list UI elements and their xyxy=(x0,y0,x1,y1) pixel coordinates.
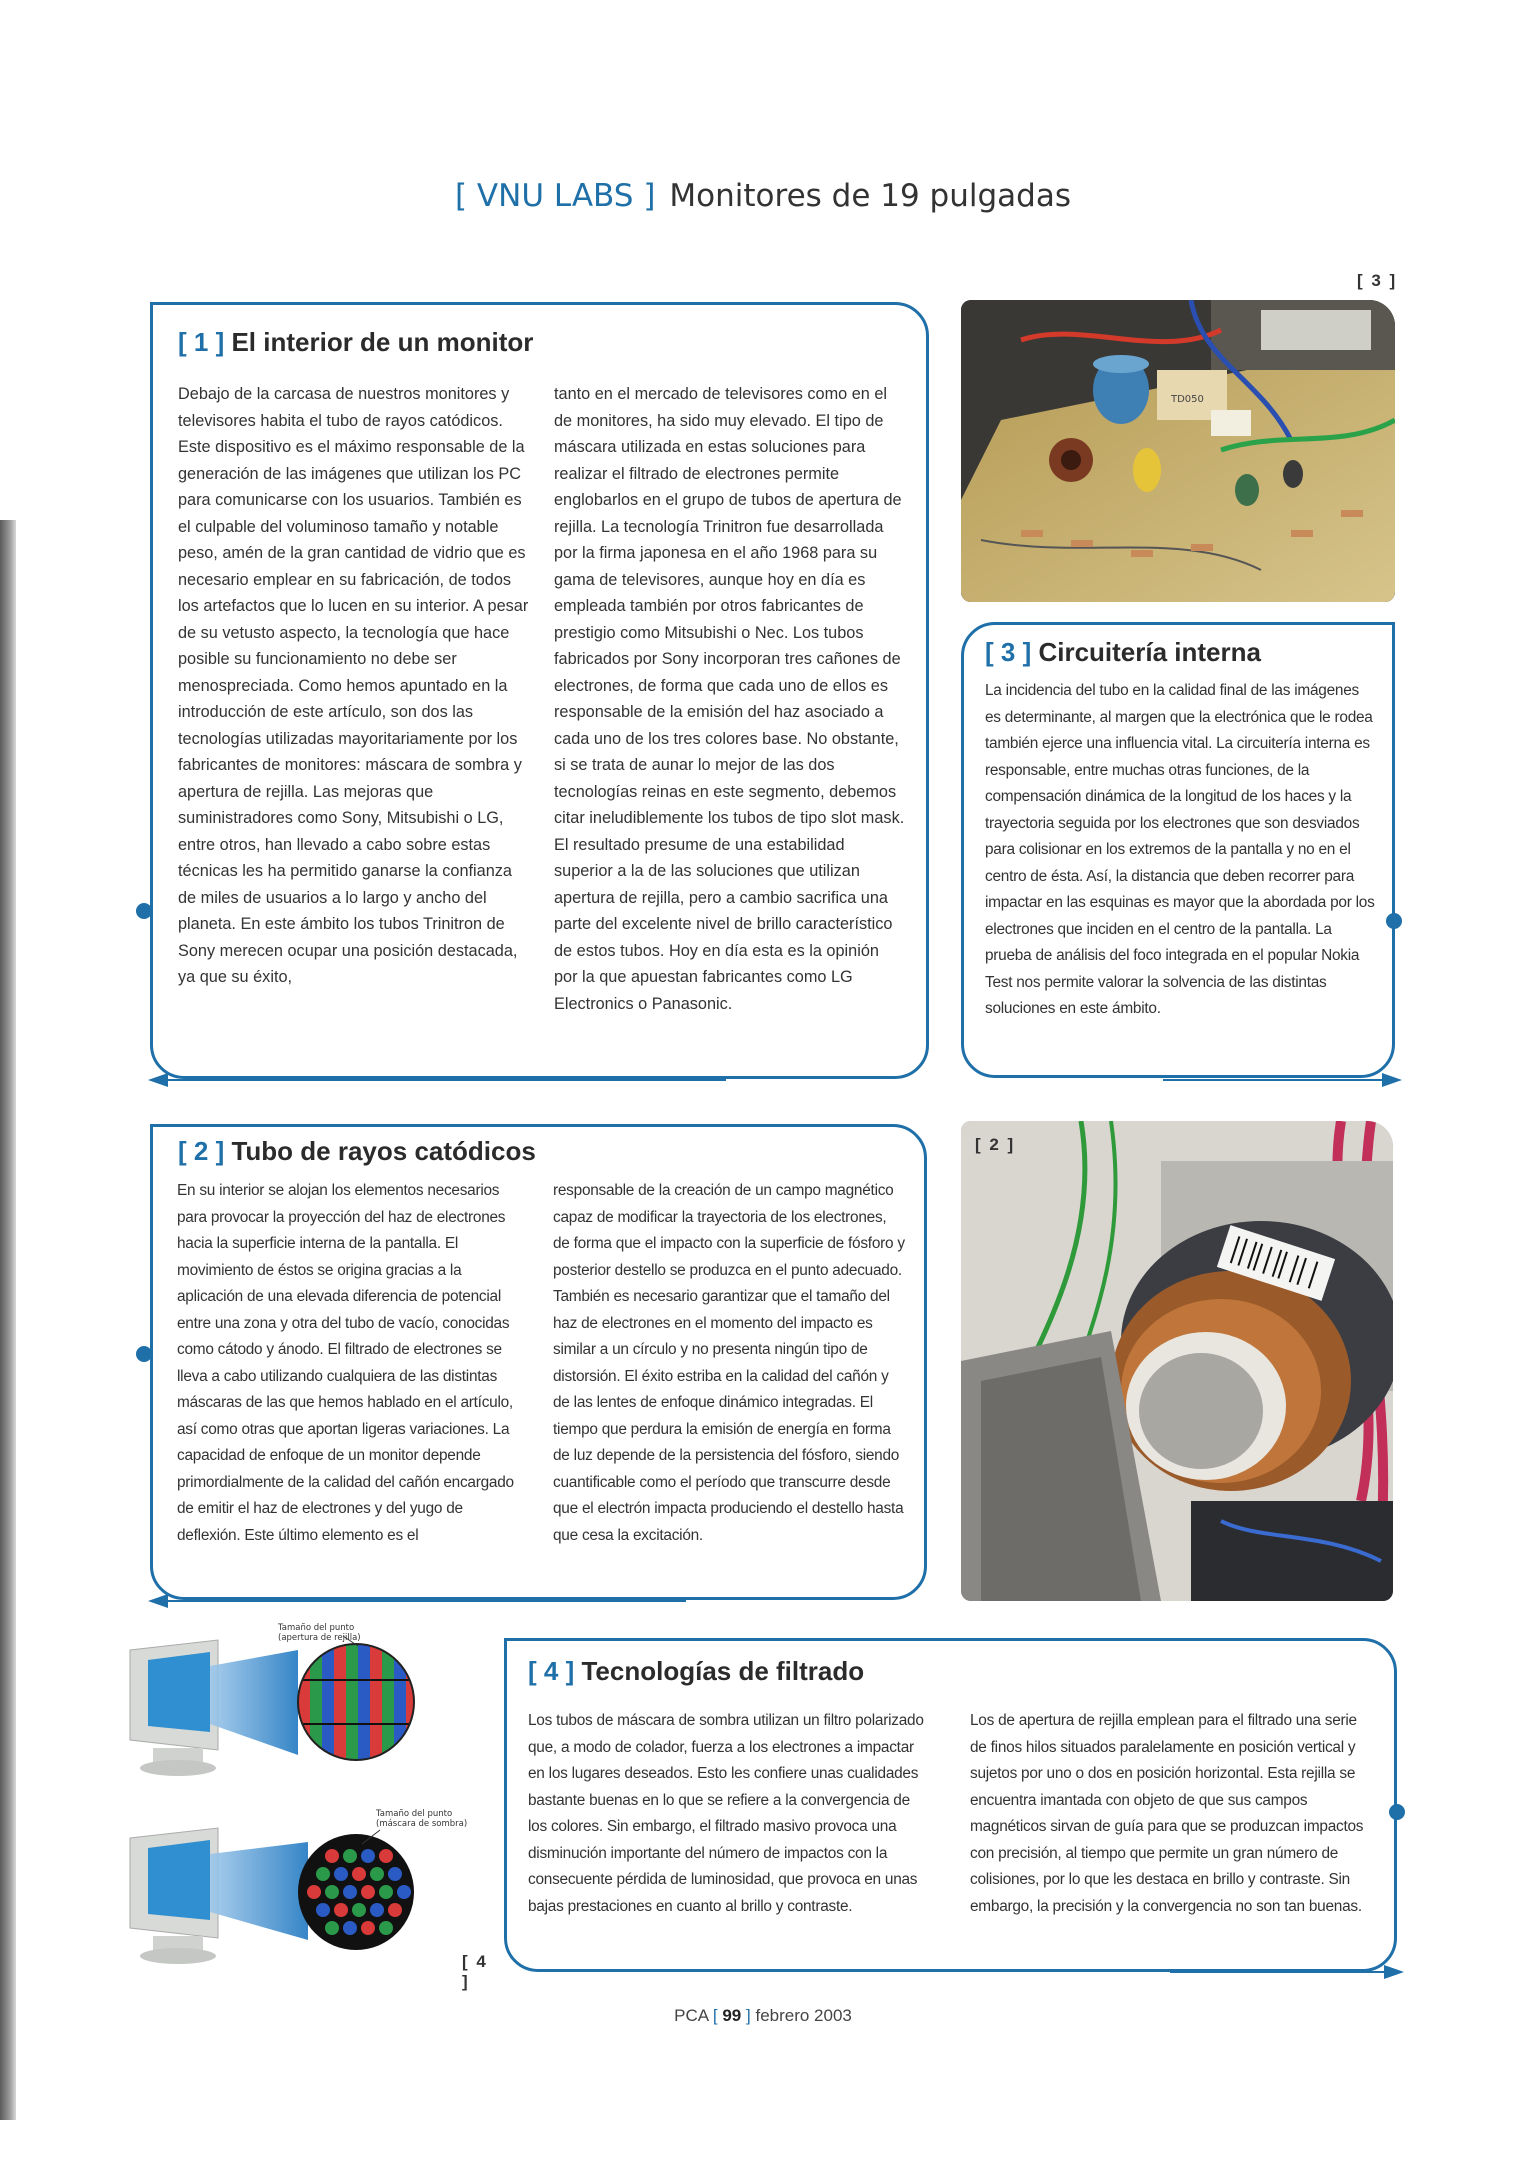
footer-bracket-close: ] xyxy=(746,2006,751,2025)
section4-text-2: Los de apertura de rejilla emplean para el filtrado una serie de finos hilos situados paralelamente en posición vertical y sujetos por uno o dos en posición horizontal. Esta rejilla se encuentra imantada con objeto de que sus campos magnéticos sirvan de guía para que se produzcan impactos con precisión, al tiempo que permite un gran número de colisiones, por lo que les destaca en brillo y contraste. Sin embargo, la precisión y la convergencia no son tan buenas. xyxy=(970,1712,1364,1915)
circuit-board-photo xyxy=(961,300,1395,602)
section2-number: [ 2 ] xyxy=(178,1136,225,1166)
aperture-grille-circle xyxy=(298,1644,418,1764)
section2-text-2: responsable de la creación de un campo magnético capaz de modificar la trayectoria de los electrones, de forma que el impacto con la superficie de fósforo y posterior destello se produzca en el punto adecuado. También es necesario garantizar que el tamaño del haz de electrones en el momento del impacto es similar a un círculo y no presenta ningún tipo de distorsión. El éxito estriba en la calidad del cañón y de las lentes de enfoque dinámico integradas. El tiempo que perdura la emisión de energía en forma de luz depende de la persistencia del fósforo, siendo cuantificable como el período que transcurre desde que el electrón impacta produciendo el destello hasta que cesa la excitación. xyxy=(553,1182,905,1544)
section-tag: [ VNU LABS ] xyxy=(454,178,656,214)
footer-magazine: PCA xyxy=(674,2006,709,2025)
section4-heading xyxy=(528,1656,864,1687)
section2-column-1 xyxy=(177,1178,529,1549)
section4-arrow-head xyxy=(1384,1965,1404,1979)
page-footer xyxy=(0,2006,1526,2026)
monitor-2-icon xyxy=(130,1828,218,1964)
section1-arrow-head xyxy=(148,1073,168,1087)
grille-caption-1: Tamaño del punto xyxy=(278,1623,355,1633)
section2-text-1: En su interior se alojan los elementos necesarios para provocar la proyección del haz de electrones hacia la superficie interna de la pantalla. El movimiento de éstos se origina gracias a la aplicación de una elevada diferencia de potencial entre una zona y otra del tubo de vacío, conocidas como cátodo y ánodo. El filtrado de electrones se lleva a cabo utilizando cualquiera de las distintas máscaras de las que hemos hablado en el artículo, así como otras que aportan ligeras variaciones. La capacidad de enfoque de un monitor depende primordialmente de la calidad del cañón encargado de emitir el haz de electrones y del yugo de deflexión. Este último elemento es el xyxy=(177,1182,514,1544)
section2-heading xyxy=(178,1136,536,1167)
section3-arrow-head xyxy=(1382,1073,1402,1087)
section2-arrow-head xyxy=(148,1594,168,1608)
footer-page-number: 99 xyxy=(722,2006,742,2025)
section3-arrow-line xyxy=(1163,1079,1386,1081)
section1-heading xyxy=(178,327,533,358)
section1-arrow-line xyxy=(166,1079,726,1081)
monitor-1-icon xyxy=(130,1640,218,1776)
section1-number: [ 1 ] xyxy=(178,327,225,357)
page-spine-shadow xyxy=(0,520,16,2120)
section4-title: Tecnologías de filtrado xyxy=(581,1656,865,1686)
filter-technologies-diagram xyxy=(118,1620,488,1990)
footer-date: febrero 2003 xyxy=(755,2006,852,2025)
grille-caption-2: (apertura de rejilla) xyxy=(278,1633,361,1643)
footer-bracket-open: [ xyxy=(712,2006,718,2025)
section4-text-1: Los tubos de máscara de sombra utilizan un filtro polarizado que, a modo de colador, fuerza a los electrones a impactar en los lugares deseados. Esto les confiere unas cualidades bastante buenas en lo que se refiere a la convergencia de los colores. Sin embargo, el filtrado masivo provoca una disminución importante del número de impactos con la consecuente pérdida de luminosidad, que provoca en unas bajas prestaciones en cuanto al brillo y contraste. xyxy=(528,1712,924,1915)
pcb-marking: TD050 xyxy=(1171,394,1204,405)
section2-connector-dot xyxy=(136,1346,152,1362)
section1-text-2: tanto en el mercado de televisores como en el de monitores, ha sido muy elevado. El tipo de máscara utilizada en estas soluciones para realizar el filtrado de electrones permite englobarlos en el grupo de tubos de apertura de rejilla. La tecnología Trinitron fue desarrollada por la firma japonesa en el año 1968 para su gama de televisores, aunque hoy en día es empleada también por otros fabricantes de prestigio como Mitsubishi o Nec. Los tubos fabricados por Sony incorporan tres cañones de electrones, de forma que cada uno de ellos es responsable de la emisión del haz asociado a cada uno de los tres colores base. No obstante, si se trata de aunar lo mejor de las dos tecnologías reinas en este segmento, debemos citar ineludiblemente los tubos de tipo slot mask. El resultado presume de una estabilidad superior a la de las soluciones que utilizan apertura de rejilla, pero a cambio sacrifica una parte del excelente nivel de brillo característico de estos tubos. Hoy en día esta es la opinión por la que apuestan fabricantes como LG Electronics o Panasonic. xyxy=(554,385,905,1013)
circuit-board-illustration xyxy=(961,300,1395,602)
page-title: Monitores de 19 pulgadas xyxy=(669,178,1071,214)
filter-diagram-illustration xyxy=(118,1620,488,1990)
fig3-label: [ 3 ] xyxy=(1357,271,1398,290)
section2-column-2 xyxy=(553,1178,905,1549)
crt-yoke-photo xyxy=(961,1121,1393,1601)
section2-title: Tubo de rayos catódicos xyxy=(231,1136,536,1166)
section3-title: Circuitería interna xyxy=(1038,637,1261,667)
section3-column xyxy=(985,678,1375,1023)
mask-caption-2: (máscara de sombra) xyxy=(376,1819,468,1829)
fig4-label: [ 4 ] xyxy=(462,1952,488,1991)
section2-arrow-line xyxy=(166,1600,686,1602)
section1-column-1 xyxy=(178,381,530,991)
fig2-label: [ 2 ] xyxy=(975,1135,1016,1154)
crt-yoke-illustration xyxy=(961,1121,1393,1601)
section4-connector-dot xyxy=(1389,1804,1405,1820)
section1-title: El interior de un monitor xyxy=(231,327,534,357)
section1-column-2 xyxy=(554,381,906,1017)
section4-column-2 xyxy=(970,1708,1368,1920)
section4-column-1 xyxy=(528,1708,926,1920)
section3-connector-dot xyxy=(1386,913,1402,929)
section4-number: [ 4 ] xyxy=(528,1656,575,1686)
section3-heading xyxy=(985,637,1261,668)
section1-connector-dot xyxy=(136,903,152,919)
mask-caption-1: Tamaño del punto xyxy=(376,1809,453,1819)
section4-arrow-line xyxy=(1170,1971,1388,1973)
page-header xyxy=(0,178,1526,214)
section3-number: [ 3 ] xyxy=(985,637,1032,667)
shadow-mask-circle xyxy=(298,1834,414,1950)
section3-text: La incidencia del tubo en la calidad final de las imágenes es determinante, al margen que la electrónica que le rodea también ejerce una influencia vital. La circuitería interna es responsable, entre muchas otras funciones, de la compensación dinámica de la longitud de los haces y la trayectoria seguida por los electrones que son desviados para colisionar en los extremos de la pantalla y no en el centro de ésta. Así, la distancia que deben recorrer para impactar en las esquinas es mayor que la abordada por los electrones que inciden en el centro de la pantalla. La prueba de análisis del foco integrada en el popular Nokia Test nos permite valorar la solvencia de las distintas soluciones en este ámbito. xyxy=(985,682,1375,1017)
section1-text-1: Debajo de la carcasa de nuestros monitores y televisores habita el tubo de rayos catódicos. Este dispositivo es el máximo responsable de la generación de las imágenes que utilizan los PC para comunicarse con los usuarios. También es el culpable del voluminoso tamaño y notable peso, amén de la gran cantidad de vidrio que es necesario emplear en su fabricación, de todos los artefactos que lo lucen en su interior. A pesar de su vetusto aspecto, la tecnología que hace posible su funcionamiento no debe ser menospreciada. Como hemos apuntado en la introducción de este artículo, son dos las tecnologías utilizadas mayoritariamente por los fabricantes de monitores: máscara de sombra y apertura de rejilla. Las mejoras que suministradores como Sony, Mitsubishi o LG, entre otros, han llevado a cabo sobre estas técnicas les ha permitido ganarse la confianza de miles de usuarios a lo largo y ancho del planeta. En este ámbito los tubos Trinitron de Sony merecen ocupar una posición destacada, ya que su éxito, xyxy=(178,385,529,986)
